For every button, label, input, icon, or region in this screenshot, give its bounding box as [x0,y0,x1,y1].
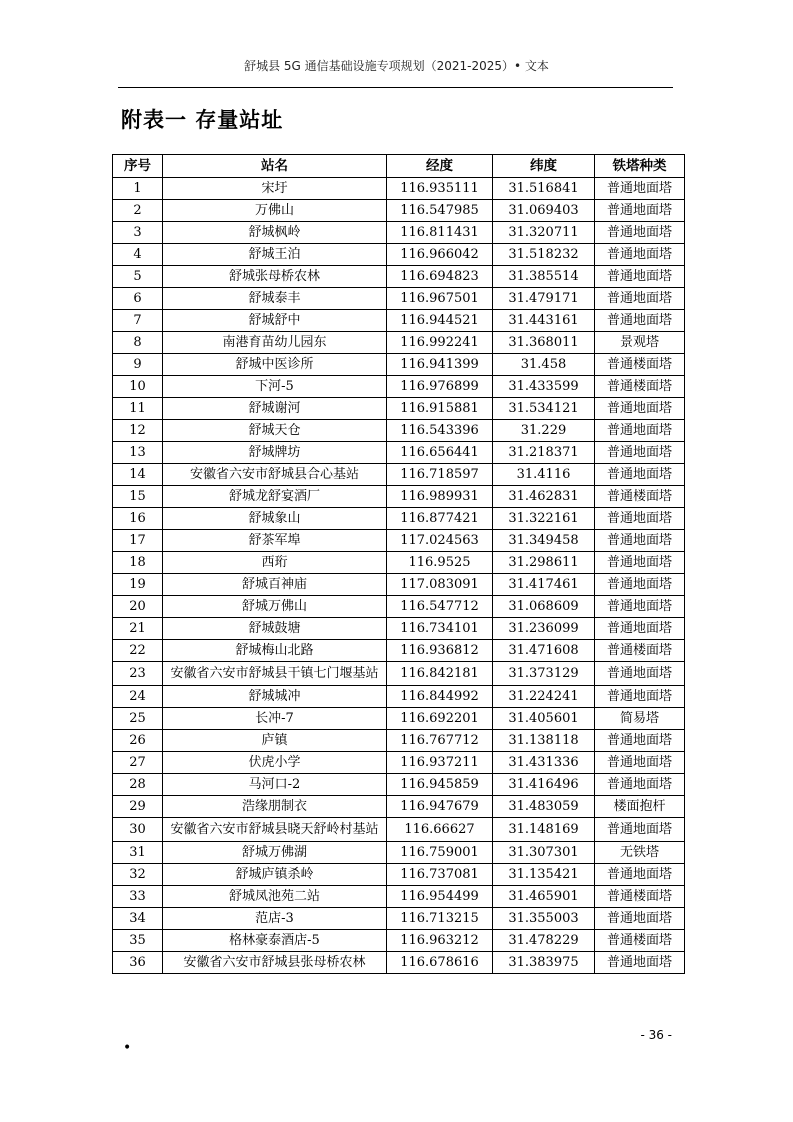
cell-latitude: 31.224241 [493,686,595,708]
cell-index: 9 [113,354,163,376]
table-row [113,886,685,908]
cell-index: 16 [113,508,163,530]
cell-longitude: 117.024563 [387,530,493,552]
cell-site-name: 安徽省六安市舒城县张母桥农林 [163,952,387,974]
column-header-longitude: 经度 [387,155,493,178]
cell-tower-type: 普通地面塔 [595,774,685,796]
cell-tower-type: 简易塔 [595,708,685,730]
cell-site-name: 舒城谢河 [163,398,387,420]
cell-site-name: 舒城张母桥农林 [163,266,387,288]
cell-longitude: 116.945859 [387,774,493,796]
cell-index: 24 [113,686,163,708]
cell-site-name: 伏虎小学 [163,752,387,774]
cell-tower-type: 普通地面塔 [595,752,685,774]
cell-longitude: 116.976899 [387,376,493,398]
cell-site-name: 安徽省六安市舒城县合心基站 [163,464,387,486]
cell-index: 36 [113,952,163,974]
cell-index: 13 [113,442,163,464]
cell-site-name: 舒城泰丰 [163,288,387,310]
cell-index: 5 [113,266,163,288]
cell-latitude: 31.417461 [493,574,595,596]
table-row [113,288,685,310]
cell-longitude: 116.9525 [387,552,493,574]
cell-latitude: 31.4116 [493,464,595,486]
column-header-site-name: 站名 [163,155,387,178]
table-row [113,640,685,662]
cell-longitude: 116.737081 [387,864,493,886]
cell-tower-type: 普通地面塔 [595,222,685,244]
cell-index: 15 [113,486,163,508]
table-row [113,486,685,508]
table-row [113,708,685,730]
cell-longitude: 116.656441 [387,442,493,464]
cell-latitude: 31.349458 [493,530,595,552]
cell-index: 31 [113,842,163,864]
cell-site-name: 南港育苗幼儿园东 [163,332,387,354]
cell-latitude: 31.385514 [493,266,595,288]
page-title: 附表一 存量站址 [121,108,284,132]
cell-tower-type: 普通地面塔 [595,952,685,974]
cell-latitude: 31.383975 [493,952,595,974]
cell-site-name: 舒茶军埠 [163,530,387,552]
cell-latitude: 31.069403 [493,200,595,222]
table-row [113,864,685,886]
cell-longitude: 116.877421 [387,508,493,530]
cell-tower-type: 普通地面塔 [595,244,685,266]
cell-latitude: 31.068609 [493,596,595,618]
cell-site-name: 宋圩 [163,178,387,200]
cell-longitude: 116.713215 [387,908,493,930]
cell-latitude: 31.236099 [493,618,595,640]
cell-longitude: 116.844992 [387,686,493,708]
table-row [113,420,685,442]
cell-index: 6 [113,288,163,310]
cell-latitude: 31.471608 [493,640,595,662]
table-row [113,266,685,288]
cell-longitude: 116.547985 [387,200,493,222]
cell-longitude: 116.692201 [387,708,493,730]
cell-longitude: 116.678616 [387,952,493,974]
cell-index: 18 [113,552,163,574]
cell-index: 11 [113,398,163,420]
table-row [113,930,685,952]
table-row [113,596,685,618]
cell-latitude: 31.518232 [493,244,595,266]
cell-tower-type: 普通楼面塔 [595,486,685,508]
cell-tower-type: 无铁塔 [595,842,685,864]
cell-index: 29 [113,796,163,818]
cell-latitude: 31.478229 [493,930,595,952]
cell-latitude: 31.431336 [493,752,595,774]
cell-index: 3 [113,222,163,244]
cell-site-name: 舒城舒中 [163,310,387,332]
cell-tower-type: 普通楼面塔 [595,376,685,398]
cell-longitude: 116.694823 [387,266,493,288]
cell-latitude: 31.148169 [493,818,595,842]
cell-longitude: 116.954499 [387,886,493,908]
table-row [113,376,685,398]
table-row [113,442,685,464]
cell-longitude: 116.811431 [387,222,493,244]
cell-longitude: 116.963212 [387,930,493,952]
column-header-latitude: 纬度 [493,155,595,178]
table-header-row [113,155,685,178]
cell-latitude: 31.138118 [493,730,595,752]
cell-latitude: 31.479171 [493,288,595,310]
cell-tower-type: 普通楼面塔 [595,354,685,376]
cell-longitude: 116.543396 [387,420,493,442]
cell-latitude: 31.368011 [493,332,595,354]
table-row [113,574,685,596]
cell-site-name: 下河-5 [163,376,387,398]
table-row [113,552,685,574]
cell-site-name: 舒城象山 [163,508,387,530]
cell-latitude: 31.443161 [493,310,595,332]
table-row [113,398,685,420]
cell-latitude: 31.307301 [493,842,595,864]
cell-tower-type: 普通地面塔 [595,508,685,530]
cell-latitude: 31.135421 [493,864,595,886]
cell-tower-type: 普通地面塔 [595,464,685,486]
table-row [113,908,685,930]
cell-latitude: 31.355003 [493,908,595,930]
table-row [113,730,685,752]
cell-tower-type: 普通地面塔 [595,288,685,310]
table-row [113,464,685,486]
cell-tower-type: 普通地面塔 [595,908,685,930]
cell-tower-type: 普通地面塔 [595,266,685,288]
cell-longitude: 116.992241 [387,332,493,354]
table-row [113,686,685,708]
table-row [113,796,685,818]
cell-longitude: 116.967501 [387,288,493,310]
cell-site-name: 舒城中医诊所 [163,354,387,376]
table-row [113,752,685,774]
cell-longitude: 116.989931 [387,486,493,508]
cell-longitude: 116.966042 [387,244,493,266]
cell-index: 1 [113,178,163,200]
cell-index: 8 [113,332,163,354]
cell-longitude: 116.767712 [387,730,493,752]
cell-tower-type: 普通地面塔 [595,574,685,596]
cell-longitude: 116.547712 [387,596,493,618]
table-row [113,842,685,864]
table-row [113,508,685,530]
cell-longitude: 116.941399 [387,354,493,376]
cell-site-name: 舒城城冲 [163,686,387,708]
column-header-index: 序号 [113,155,163,178]
cell-index: 4 [113,244,163,266]
cell-tower-type: 普通地面塔 [595,310,685,332]
cell-longitude: 116.937211 [387,752,493,774]
cell-latitude: 31.416496 [493,774,595,796]
cell-site-name: 舒城天仓 [163,420,387,442]
cell-tower-type: 普通楼面塔 [595,886,685,908]
cell-longitude: 116.935111 [387,178,493,200]
cell-latitude: 31.322161 [493,508,595,530]
cell-index: 12 [113,420,163,442]
cell-longitude: 116.842181 [387,662,493,686]
cell-index: 34 [113,908,163,930]
cell-latitude: 31.433599 [493,376,595,398]
cell-latitude: 31.458 [493,354,595,376]
cell-site-name: 舒城万佛湖 [163,842,387,864]
cell-longitude: 116.759001 [387,842,493,864]
cell-site-name: 万佛山 [163,200,387,222]
cell-tower-type: 普通地面塔 [595,818,685,842]
cell-latitude: 31.534121 [493,398,595,420]
page-header: 舒城县 5G 通信基础设施专项规划（2021-2025）• 文本 [244,59,549,73]
cell-tower-type: 普通楼面塔 [595,930,685,952]
cell-index: 30 [113,818,163,842]
cell-site-name: 安徽省六安市舒城县晓天舒岭村基站 [163,818,387,842]
cell-latitude: 31.320711 [493,222,595,244]
cell-site-name: 舒城百神庙 [163,574,387,596]
cell-site-name: 舒城凤池苑二站 [163,886,387,908]
cell-site-name: 舒城牌坊 [163,442,387,464]
cell-latitude: 31.298611 [493,552,595,574]
cell-site-name: 舒城万佛山 [163,596,387,618]
cell-site-name: 庐镇 [163,730,387,752]
cell-index: 25 [113,708,163,730]
cell-latitude: 31.218371 [493,442,595,464]
cell-index: 26 [113,730,163,752]
cell-tower-type: 普通地面塔 [595,178,685,200]
cell-tower-type: 普通地面塔 [595,686,685,708]
cell-site-name: 舒城王泊 [163,244,387,266]
cell-index: 23 [113,662,163,686]
cell-site-name: 格林豪泰酒店-5 [163,930,387,952]
cell-tower-type: 普通地面塔 [595,596,685,618]
cell-latitude: 31.516841 [493,178,595,200]
table-row [113,178,685,200]
site-table [112,154,685,974]
cell-site-name: 舒城庐镇杀岭 [163,864,387,886]
cell-index: 2 [113,200,163,222]
cell-site-name: 范店-3 [163,908,387,930]
cell-tower-type: 普通地面塔 [595,864,685,886]
cell-tower-type: 普通地面塔 [595,730,685,752]
cell-latitude: 31.405601 [493,708,595,730]
cell-latitude: 31.483059 [493,796,595,818]
column-header-tower-type: 铁塔种类 [595,155,685,178]
table-row [113,354,685,376]
table-row [113,244,685,266]
cell-latitude: 31.229 [493,420,595,442]
cell-index: 17 [113,530,163,552]
table-row [113,774,685,796]
footer-mark: • [123,1040,132,1056]
cell-longitude: 116.66627 [387,818,493,842]
table-body [113,178,685,974]
cell-index: 22 [113,640,163,662]
cell-longitude: 116.947679 [387,796,493,818]
cell-site-name: 长冲-7 [163,708,387,730]
cell-longitude: 116.718597 [387,464,493,486]
cell-tower-type: 普通楼面塔 [595,640,685,662]
cell-index: 20 [113,596,163,618]
cell-site-name: 马河口-2 [163,774,387,796]
cell-longitude: 116.936812 [387,640,493,662]
cell-latitude: 31.373129 [493,662,595,686]
cell-index: 21 [113,618,163,640]
cell-longitude: 116.915881 [387,398,493,420]
table-row [113,618,685,640]
cell-site-name: 舒城龙舒宴酒厂 [163,486,387,508]
cell-index: 35 [113,930,163,952]
cell-tower-type: 楼面抱杆 [595,796,685,818]
cell-longitude: 117.083091 [387,574,493,596]
cell-index: 10 [113,376,163,398]
cell-site-name: 西珩 [163,552,387,574]
cell-tower-type: 普通地面塔 [595,442,685,464]
cell-site-name: 安徽省六安市舒城县干镇七门堰基站 [163,662,387,686]
header-divider [118,87,673,88]
cell-site-name: 浩缘朋制衣 [163,796,387,818]
cell-index: 19 [113,574,163,596]
table-row [113,952,685,974]
cell-latitude: 31.465901 [493,886,595,908]
cell-index: 32 [113,864,163,886]
cell-tower-type: 普通地面塔 [595,618,685,640]
cell-tower-type: 景观塔 [595,332,685,354]
cell-tower-type: 普通地面塔 [595,398,685,420]
cell-tower-type: 普通地面塔 [595,530,685,552]
cell-site-name: 舒城梅山北路 [163,640,387,662]
cell-tower-type: 普通地面塔 [595,552,685,574]
cell-index: 7 [113,310,163,332]
table-row [113,310,685,332]
cell-longitude: 116.944521 [387,310,493,332]
table-row [113,530,685,552]
table-row [113,818,685,842]
cell-tower-type: 普通地面塔 [595,662,685,686]
page-number: - 36 - [640,1028,672,1042]
table-row [113,662,685,686]
table-row [113,222,685,244]
cell-site-name: 舒城枫岭 [163,222,387,244]
cell-tower-type: 普通地面塔 [595,200,685,222]
cell-site-name: 舒城鼓塘 [163,618,387,640]
cell-latitude: 31.462831 [493,486,595,508]
cell-longitude: 116.734101 [387,618,493,640]
table-row [113,332,685,354]
table-row [113,200,685,222]
cell-tower-type: 普通地面塔 [595,420,685,442]
cell-index: 14 [113,464,163,486]
cell-index: 33 [113,886,163,908]
cell-index: 28 [113,774,163,796]
cell-index: 27 [113,752,163,774]
